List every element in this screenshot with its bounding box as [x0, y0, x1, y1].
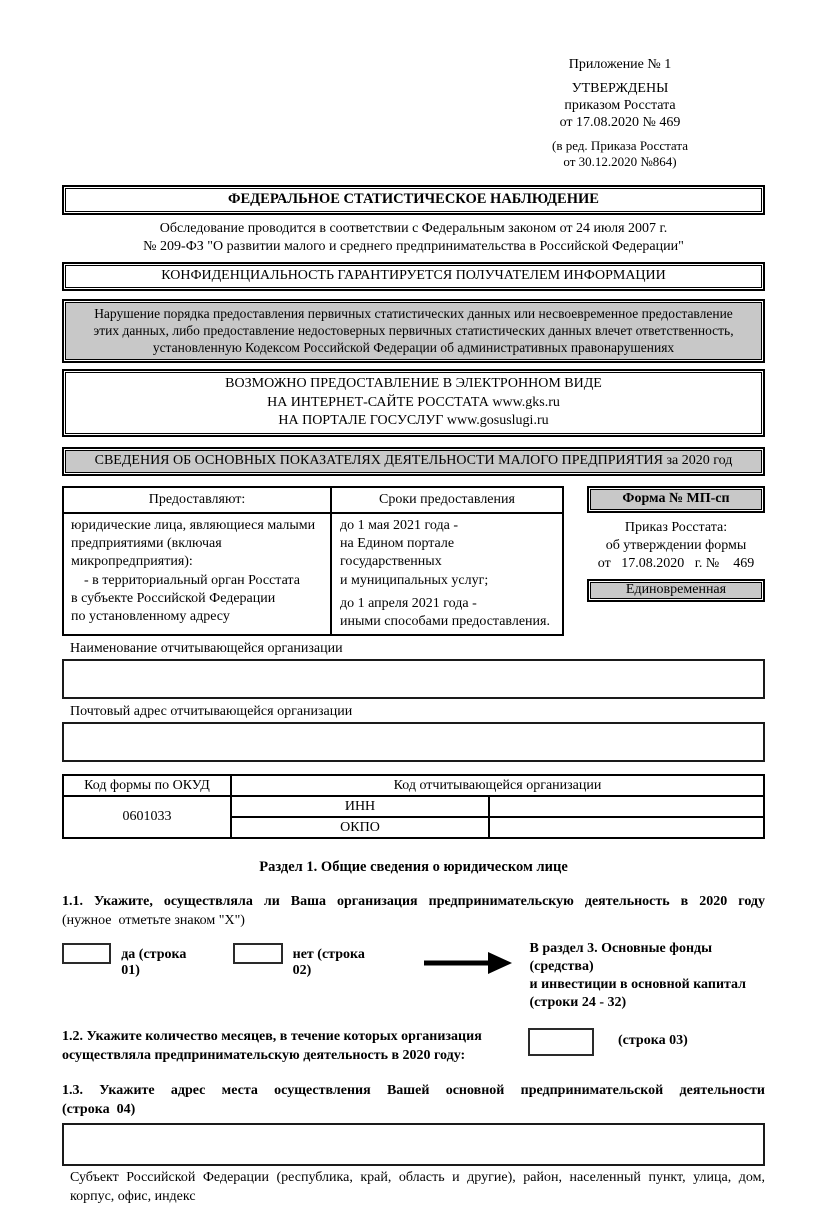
law-note-line: Обследование проводится в соответствии с Федеральным законом от 24 июля 2007 г.: [159, 220, 668, 236]
question-1-3-text: 1.3. Укажите адрес места осуществления Вашей основной предпринимательской деятельности: [62, 1083, 765, 1099]
report-title-band: СВЕДЕНИЯ ОБ ОСНОВНЫХ ПОКАЗАТЕЛЯХ ДЕЯТЕЛЬНОСТИ МАЛОГО ПРЕДПРИЯТИЯ за 2020 год: [62, 447, 765, 476]
providers-table: [62, 486, 564, 636]
law-note: [62, 220, 765, 257]
form-number-badge: Форма № МП-сп: [587, 486, 765, 513]
inn-label-cell: ИНН: [231, 796, 489, 817]
activity-choice-row: [62, 940, 765, 1013]
question-1-1-text: 1.1. Укажите, осуществляла ли Ваша организация предпринимательскую деятельность в 2020 году: [62, 894, 765, 910]
electronic-submission-banner: [62, 369, 765, 437]
yes-checkbox[interactable]: [62, 943, 111, 964]
violation-line: Нарушение порядка предоставления первичных статистических данных или несвоевременное предоставление: [94, 306, 733, 322]
appendix-label: Приложение № 1: [568, 57, 672, 72]
providers-line: в субъекте Российской Федерации: [71, 590, 276, 606]
org-code-header-cell: Код отчитывающейся организации: [231, 775, 764, 796]
section1-title: Раздел 1. Общие сведения о юридическом лице: [259, 859, 568, 876]
question-1-2-line: 1.2. Укажите количество месяцев, в течение которых организация: [62, 1028, 482, 1044]
terms-line: и муниципальных услуг;: [340, 572, 489, 588]
org-name-input[interactable]: [62, 659, 765, 699]
providers-line: юридические лица, являющиеся малыми: [71, 518, 316, 533]
electronic-line: НА ПОРТАЛЕ ГОСУСЛУГ www.gosuslugi.ru: [278, 412, 549, 428]
question-1-2-text: [62, 1028, 510, 1066]
question-1-1-note: (нужное отметьте знаком "X"): [62, 913, 245, 929]
law-note-line: № 209-ФЗ "О развитии малого и среднего предпринимательства в Российской Федерации": [143, 238, 684, 254]
question-1-2-line: осуществляла предпринимательскую деятельность в 2020 году:: [62, 1047, 466, 1063]
no-label: нет (строка 02): [292, 946, 365, 978]
org-address-input[interactable]: [62, 722, 765, 762]
providers-line: по установленному адресу: [71, 608, 230, 624]
federal-observation-banner: ФЕДЕРАЛЬНОЕ СТАТИСТИЧЕСКОЕ НАБЛЮДЕНИЕ: [62, 185, 765, 215]
terms-line: до 1 апреля 2021 года -: [340, 595, 477, 611]
inn-value-input[interactable]: [489, 796, 764, 817]
order-line: Приказ Росстата:: [624, 520, 728, 535]
question-1-2-row: [62, 1028, 765, 1066]
revision-block: [475, 138, 765, 169]
order-info: [587, 519, 765, 574]
violation-line: этих данных, либо предоставление недостоверных первичных статистических данных влечет ответственность,: [93, 323, 734, 339]
codes-header-row: [63, 775, 764, 796]
confidentiality-banner: КОНФИДЕНЦИАЛЬНОСТЬ ГАРАНТИРУЕТСЯ ПОЛУЧАТЕЛЕМ ИНФОРМАЦИИ: [62, 262, 765, 291]
no-checkbox[interactable]: [233, 943, 282, 964]
electronic-line: ВОЗМОЖНО ПРЕДОСТАВЛЕНИЕ В ЭЛЕКТРОННОМ ВИДЕ: [225, 376, 602, 392]
arrow-right-icon: [424, 951, 512, 980]
approved-line: УТВЕРЖДЕНЫ: [571, 81, 669, 97]
goto-line: и инвестиции в основной капитал: [529, 977, 747, 993]
providers-table-header: [64, 488, 562, 514]
violation-notice: [62, 299, 765, 363]
goto-line: (строки 24 - 32): [529, 995, 627, 1011]
providers-line: предприятиями (включая микропредприятия):: [71, 536, 222, 570]
question-1-1: [62, 893, 765, 931]
goto-line: В раздел 3. Основные фонды (средства): [529, 940, 713, 975]
address-hint: [62, 1169, 765, 1207]
providers-line: - в территориальный орган Росстата: [84, 572, 300, 588]
months-input[interactable]: [528, 1028, 594, 1056]
terms-line: до 1 мая 2021 года -: [340, 518, 459, 533]
electronic-line: НА ИНТЕРНЕТ-САЙТЕ РОССТАТА www.gks.ru: [267, 394, 560, 410]
okpo-value-input[interactable]: [489, 817, 764, 838]
org-name-label: Наименование отчитывающейся организации: [70, 641, 343, 657]
providers-table-body: [64, 514, 562, 634]
yes-label: да (строка 01): [121, 946, 187, 978]
order-line: об утверждении формы: [605, 538, 747, 554]
providers-and-form-row: [62, 486, 765, 636]
address-hint-line: корпус, офис, индекс: [70, 1189, 196, 1205]
okpo-label-cell: ОКПО: [231, 817, 489, 838]
approved-line: приказом Росстата: [564, 98, 676, 114]
terms-cell: [332, 514, 562, 634]
okud-header-cell: Код формы по ОКУД: [63, 775, 231, 796]
terms-header-cell: Сроки предоставления: [379, 492, 515, 507]
question-1-3: [62, 1082, 765, 1120]
periodicity-badge: Единовременная: [587, 579, 765, 602]
terms-line: иными способами предоставления.: [340, 613, 550, 629]
address-hint-line: Субъект Российской Федерации (республика, край, область и другие), район, населенный пункт, улица, дом,: [70, 1170, 765, 1186]
violation-line: установленную Кодексом Российской Федерации об административных правонарушениях: [152, 340, 675, 356]
terms-line: на Едином портале государственных: [340, 536, 455, 570]
order-line: от 17.08.2020 г. № 469: [597, 556, 755, 572]
revision-line: (в ред. Приказа Росстата: [552, 138, 688, 154]
approved-line: от 17.08.2020 № 469: [559, 115, 681, 131]
okud-value-cell: 0601033: [63, 796, 231, 838]
goto-section3-note: [530, 940, 766, 1013]
form-info-panel: [587, 486, 765, 636]
revision-line: от 30.12.2020 №864): [563, 153, 677, 169]
approval-block: [475, 56, 765, 170]
providers-header-cell: Предоставляют:: [64, 488, 332, 512]
inn-row: [63, 796, 764, 817]
row04-label: (строка 04): [62, 1102, 136, 1118]
org-address-label: Почтовый адрес отчитывающейся организации: [70, 704, 353, 720]
providers-cell: [64, 514, 332, 634]
row03-label: (строка 03): [618, 1032, 688, 1048]
activity-address-input[interactable]: [62, 1123, 765, 1166]
codes-table: [62, 774, 765, 839]
